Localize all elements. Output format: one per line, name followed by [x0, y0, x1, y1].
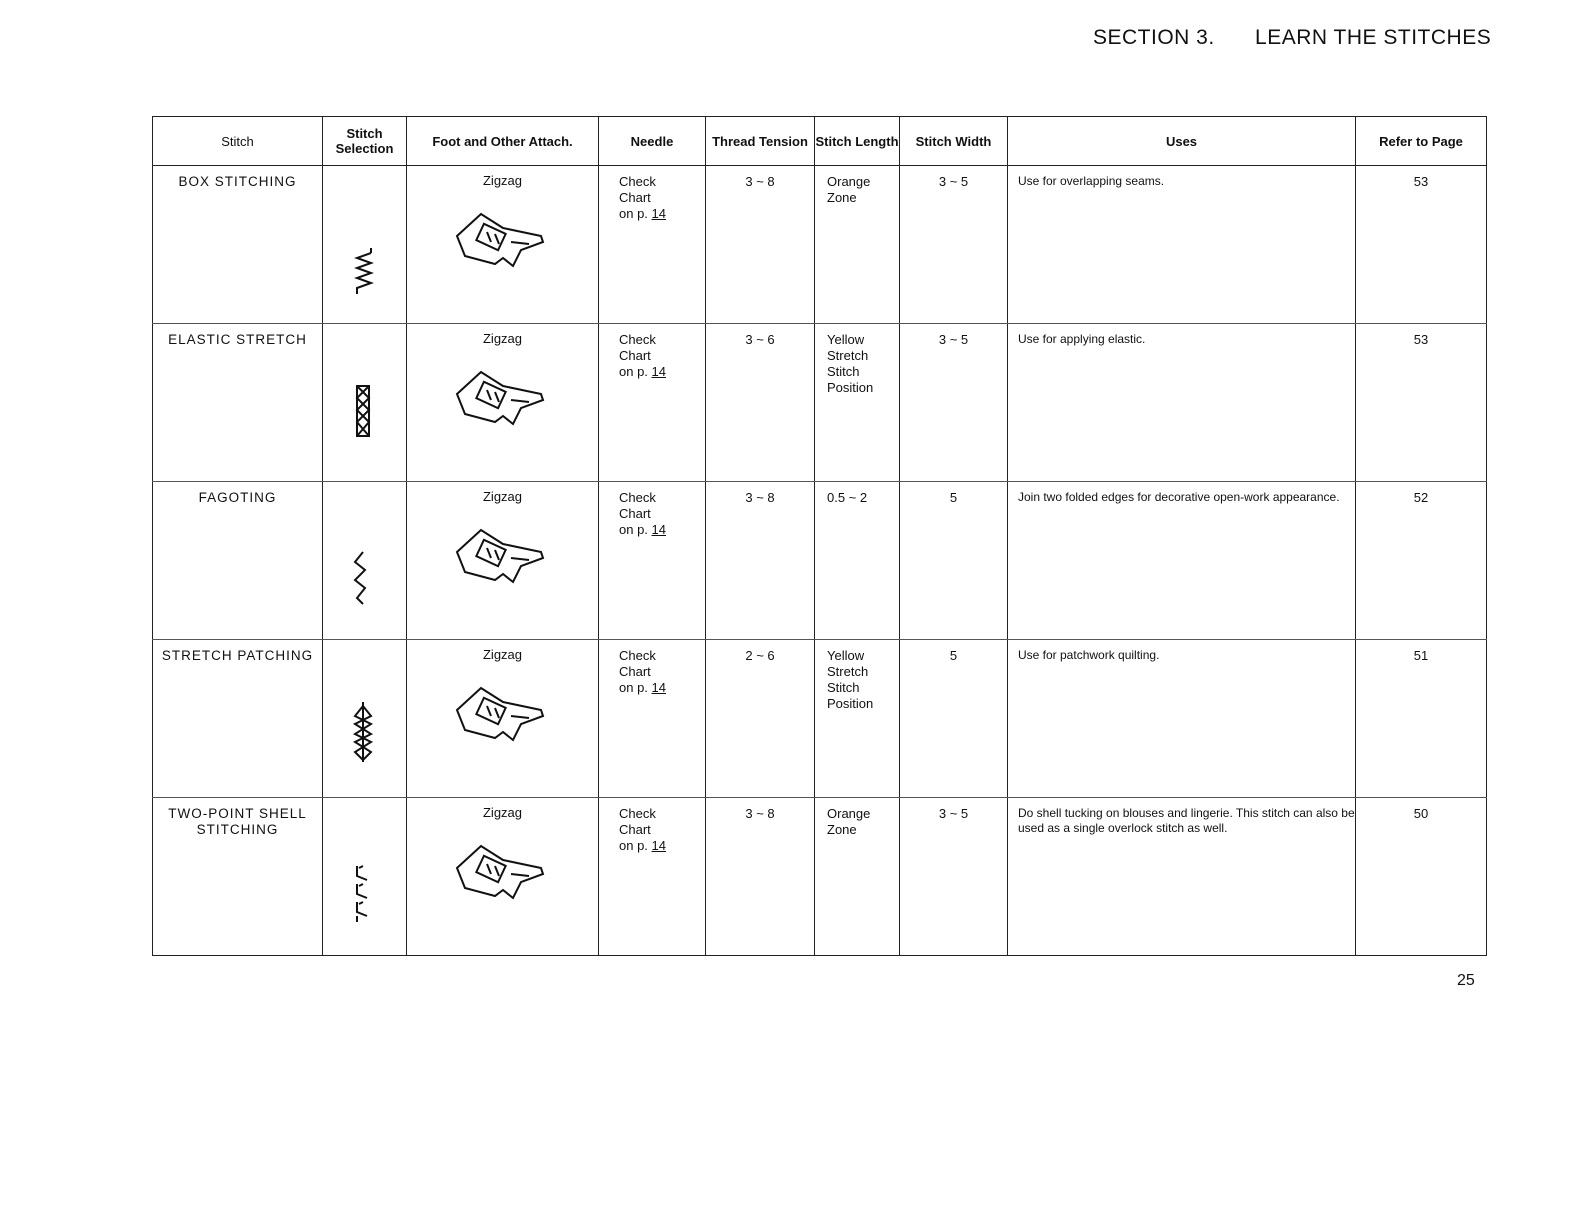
stitch-name: FAGOTING [153, 482, 323, 640]
fagoting-symbol-icon [349, 514, 379, 614]
needle-text: Check [619, 332, 656, 347]
col-header-length: Stitch Length [815, 117, 900, 166]
elastic-stretch-symbol-icon [349, 356, 379, 456]
needle-page-ref: 14 [651, 838, 667, 853]
needle-text: Chart [619, 348, 651, 363]
table-header-row [153, 117, 1487, 166]
refer-page: 53 [1356, 166, 1487, 324]
stitch-table [152, 116, 1487, 956]
stitch-length: Yellow Stretch Stitch Position [815, 324, 900, 482]
needle-page-ref: 14 [651, 522, 667, 537]
stitch-name: STRETCH PATCHING [153, 640, 323, 798]
table-row [153, 640, 1487, 798]
thread-tension: 3 ~ 6 [706, 324, 815, 482]
foot-name: Zigzag [482, 173, 523, 188]
foot-name: Zigzag [482, 805, 523, 820]
foot-name: Zigzag [482, 489, 523, 504]
stitch-width: 3 ~ 5 [900, 324, 1008, 482]
needle-text: Check [619, 490, 656, 505]
needle-text: Chart [619, 190, 651, 205]
needle-text: on p. [619, 838, 648, 853]
needle-text: Chart [619, 822, 651, 837]
table-row [153, 482, 1487, 640]
zigzag-presser-foot-icon [451, 838, 551, 908]
needle-text: on p. [619, 206, 648, 221]
stitch-uses: Use for overlapping seams. [1008, 166, 1356, 324]
thread-tension: 3 ~ 8 [706, 166, 815, 324]
stitch-uses: Do shell tucking on blouses and lingerie. This stitch can also be used as a single overlock stitch as well. [1008, 798, 1356, 956]
col-header-selection: Stitch Selection [323, 117, 407, 166]
stitch-width: 3 ~ 5 [900, 798, 1008, 956]
needle-page-ref: 14 [651, 680, 667, 695]
needle-text: on p. [619, 680, 648, 695]
stretch-patching-symbol-icon [349, 672, 379, 772]
col-header-uses: Uses [1008, 117, 1356, 166]
zigzag-presser-foot-icon [451, 680, 551, 750]
table-row [153, 324, 1487, 482]
stitch-name: ELASTIC STRETCH [153, 324, 323, 482]
col-header-stitch: Stitch [153, 117, 323, 166]
needle-text: Check [619, 806, 656, 821]
thread-tension: 3 ~ 8 [706, 482, 815, 640]
col-header-needle: Needle [599, 117, 706, 166]
stitch-width: 5 [900, 482, 1008, 640]
foot-name: Zigzag [482, 331, 523, 346]
refer-page: 50 [1356, 798, 1487, 956]
zigzag-presser-foot-icon [451, 206, 551, 276]
stitch-width: 5 [900, 640, 1008, 798]
col-header-page: Refer to Page [1356, 117, 1487, 166]
needle-text: Chart [619, 506, 651, 521]
table-row [153, 166, 1487, 324]
table-row [153, 798, 1487, 956]
zigzag-presser-foot-icon [451, 364, 551, 434]
stitch-uses: Join two folded edges for decorative open-work appearance. [1008, 482, 1356, 640]
foot-name: Zigzag [482, 647, 523, 662]
stitch-length: 0.5 ~ 2 [815, 482, 900, 640]
thread-tension: 3 ~ 8 [706, 798, 815, 956]
refer-page: 51 [1356, 640, 1487, 798]
thread-tension: 2 ~ 6 [706, 640, 815, 798]
page-number: 25 [1457, 972, 1475, 989]
stitch-width: 3 ~ 5 [900, 166, 1008, 324]
shell-stitch-symbol-icon [349, 830, 379, 930]
stitch-name: BOX STITCHING [153, 166, 323, 324]
stitch-length: Yellow Stretch Stitch Position [815, 640, 900, 798]
box-stitch-symbol-icon [349, 198, 379, 298]
needle-text: on p. [619, 364, 648, 379]
needle-text: Check [619, 648, 656, 663]
col-header-foot: Foot and Other Attach. [407, 117, 599, 166]
stitch-length: Orange Zone [815, 166, 900, 324]
col-header-tension: Thread Tension [706, 117, 815, 166]
section-title: LEARN THE STITCHES [1255, 26, 1492, 49]
stitch-length: Orange Zone [815, 798, 900, 956]
stitch-name: TWO-POINT SHELL STITCHING [153, 798, 323, 956]
zigzag-presser-foot-icon [451, 522, 551, 592]
needle-text: Chart [619, 664, 651, 679]
needle-text: on p. [619, 522, 648, 537]
refer-page: 53 [1356, 324, 1487, 482]
section-number: SECTION 3. [1093, 26, 1215, 49]
needle-text: Check [619, 174, 656, 189]
refer-page: 52 [1356, 482, 1487, 640]
stitch-uses: Use for patchwork quilting. [1008, 640, 1356, 798]
needle-page-ref: 14 [651, 364, 667, 379]
col-header-width: Stitch Width [900, 117, 1008, 166]
stitch-uses: Use for applying elastic. [1008, 324, 1356, 482]
section-header [1093, 26, 1513, 50]
needle-page-ref: 14 [651, 206, 667, 221]
